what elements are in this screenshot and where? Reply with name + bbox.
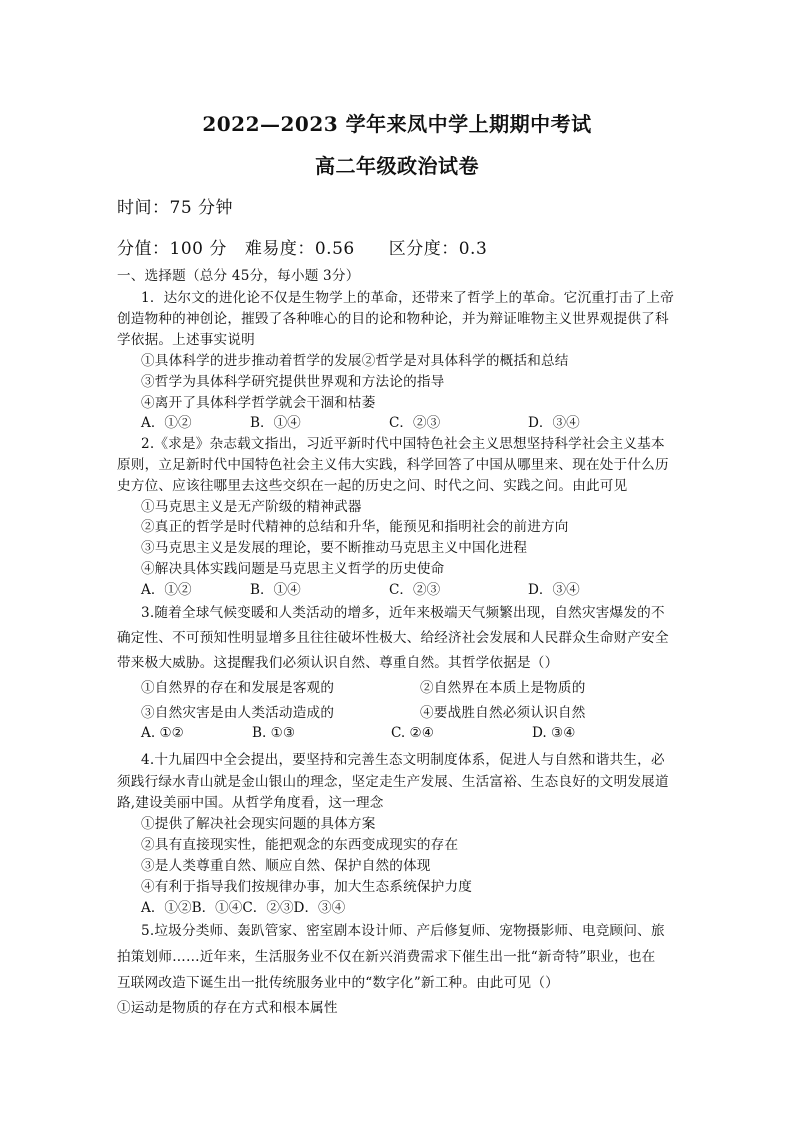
question-2-line: 2.《求是》杂志载文指出，习近平新时代中国特色社会主义思想坚持科学社会主义基本: [141, 436, 665, 452]
discrimination-label: 区分度：0.3: [388, 239, 488, 259]
time-label: 时间：75 分钟: [117, 198, 234, 218]
question-3-choice-d: D. ③④: [532, 725, 576, 741]
question-4-item: ②具有直接现实性，能把观念的东西变成现实的存在: [141, 837, 459, 853]
section-heading: 一、选择题（总分 45分，每小题 3分）: [117, 268, 360, 284]
question-2-choice-d: D．③④: [528, 582, 580, 598]
question-3-item: ②自然界在本质上是物质的: [420, 680, 586, 696]
question-3-choice-b: B. ①③: [252, 725, 296, 741]
question-2-item: ②真正的哲学是时代精神的总结和升华，能预见和指明社会的前进方向: [141, 519, 569, 535]
question-3-item: ④要战胜自然必须认识自然: [420, 705, 586, 721]
score-label: 分值：100 分: [117, 239, 227, 259]
question-2-choice-a: A．①②: [141, 582, 192, 598]
exam-title: 2022—2023 学年来凤中学上期期中考试: [202, 112, 592, 136]
question-1-choice-b: B．①④: [250, 415, 301, 431]
question-1-choice-c: C．②③: [389, 415, 441, 431]
question-2-choice-c: C．②③: [389, 582, 441, 598]
question-1-choice-a: A．①②: [141, 415, 192, 431]
question-3-item: ①自然界的存在和发展是客观的: [141, 680, 335, 696]
question-2-item: ①马克思主义是无产阶级的精神武器: [141, 499, 362, 515]
question-2-item: ③马克思主义是发展的理论，要不断推动马克思主义中国化进程: [141, 540, 528, 556]
question-4-item: ③是人类尊重自然、顺应自然、保护自然的体现: [141, 858, 431, 874]
question-1-line: 1．达尔文的进化论不仅是生物学上的革命，还带来了哲学上的革命。它沉重打击了上帝: [141, 290, 675, 306]
question-3-line: 3.随着全球气候变暖和人类活动的增多，近年来极端天气频繁出现，自然灾害爆发的不: [141, 605, 665, 621]
question-4-line: 须践行绿水青山就是金山银山的理念，坚定走生产发展、生活富裕、生态良好的文明发展道: [117, 774, 669, 790]
question-1-choice-d: D．③④: [528, 415, 580, 431]
question-2-line: 史方位、应该往哪里去这些交织在一起的历史之问、时代之问、实践之问。由此可见: [117, 478, 628, 494]
question-5-item: ①运动是物质的存在方式和根本属性: [117, 1000, 338, 1016]
question-4-choices: A．①②B．①④C．②③D．③④: [141, 900, 346, 916]
question-1-item: ①具体科学的进步推动着哲学的发展②哲学是对具体科学的概括和总结: [141, 353, 569, 369]
question-4-line: 4.十九届四中全会提出，要坚持和完善生态文明制度体系，促进人与自然和谐共生，必: [141, 752, 665, 768]
question-2-choice-b: B．①④: [250, 582, 301, 598]
question-3-choice-c: C. ②④: [391, 725, 434, 741]
question-1-item: ④离开了具体科学哲学就会干涸和枯萎: [141, 395, 376, 411]
question-3-line: 确定性、不可预知性明显增多且往往破坏性极大、给经济社会发展和人民群众生命财产安全: [117, 630, 669, 646]
question-3-item: ③自然灾害是由人类活动造成的: [141, 705, 335, 721]
question-4-item: ④有利于指导我们按规律办事，加大生态系统保护力度: [141, 879, 473, 895]
difficulty-label: 难易度：0.56: [244, 239, 355, 259]
question-1-line: 学依据。上述事实说明: [117, 332, 255, 348]
question-4-line: 路,建设美丽中国。从哲学角度看，这一理念: [117, 795, 384, 811]
question-2-item: ④解决具体实践问题是马克思主义哲学的历史使命: [141, 561, 445, 577]
exam-subtitle: 高二年级政治试卷: [315, 154, 479, 178]
question-3-line: 带来极大威胁。这提醒我们必须认识自然、尊重自然。其哲学依据是（）: [117, 655, 559, 671]
question-5-line: 拍策划师……近年来，生活服务业不仅在新兴消费需求下催生出一批“新奇特”职业，也在: [117, 949, 656, 965]
question-1-item: ③哲学为具体科学研究提供世界观和方法论的指导: [141, 374, 445, 390]
meta-row: [117, 234, 487, 259]
question-3-choice-a: A. ①②: [141, 725, 184, 741]
question-5-line: 5.垃圾分类师、轰趴管家、密室剧本设计师、产后修复师、宠物摄影师、电竞顾问、旅: [141, 923, 665, 939]
question-1-line: 创造物种的神创论，摧毁了各种唯心的目的论和物种论，并为辩证唯物主义世界观提供了科: [117, 311, 669, 327]
question-4-item: ①提供了解决社会现实问题的具体方案: [141, 816, 376, 832]
question-2-line: 原则，立足新时代中国特色社会主义伟大实践，科学回答了中国从哪里来、现在处于什么历: [117, 457, 669, 473]
question-5-line: 互联网改造下诞生出一批传统服务业中的“数字化”新工种。由此可见（）: [117, 975, 559, 991]
